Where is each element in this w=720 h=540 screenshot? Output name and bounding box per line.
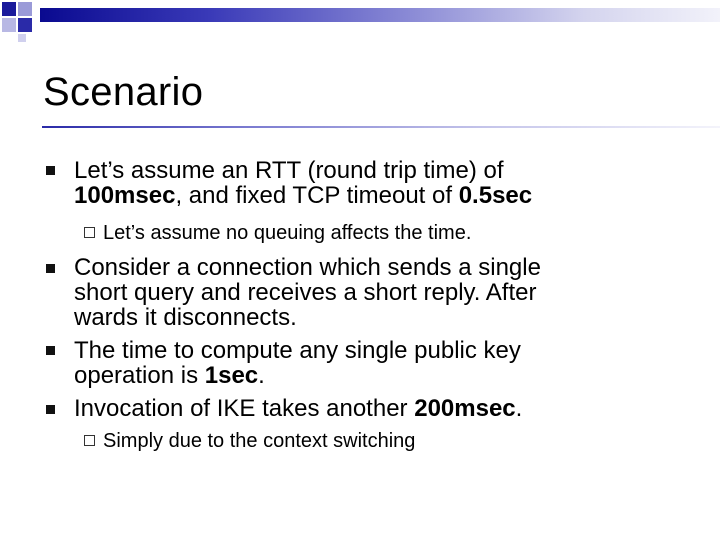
bullet-square-icon xyxy=(46,346,55,355)
bullet-square-icon xyxy=(46,166,55,175)
timeout-value: 0.5sec xyxy=(458,182,533,209)
operation-time-value: 1sec xyxy=(204,362,259,389)
bullet-square-icon xyxy=(46,405,55,414)
period: . xyxy=(515,395,523,422)
bullet-connection xyxy=(74,255,541,330)
operation-text: operation is xyxy=(74,362,205,389)
header-decoration xyxy=(0,0,720,40)
bullet-square-icon xyxy=(46,264,55,273)
sub-bullet-queuing: Let’s assume no queuing affects the time. xyxy=(103,222,472,244)
deco-square xyxy=(18,18,32,32)
sub-bullet-box-icon xyxy=(84,227,95,238)
header-gradient-bar xyxy=(40,8,720,22)
deco-square xyxy=(2,18,16,32)
deco-square xyxy=(2,2,16,16)
bullet-public-key-line2 xyxy=(74,363,521,388)
bullet-rtt-line1: Let’s assume an RTT (round trip time) of xyxy=(74,157,504,184)
rtt-mid-text: , and fixed TCP timeout of xyxy=(175,182,459,209)
period: . xyxy=(258,362,265,389)
deco-square xyxy=(18,34,26,42)
bullet-rtt-line2 xyxy=(74,183,532,208)
bullet-ike-line1 xyxy=(74,396,522,421)
ike-text: Invocation of IKE takes another xyxy=(74,395,415,422)
rtt-value: 100msec xyxy=(74,182,176,209)
ike-time-value: 200msec xyxy=(414,395,516,422)
bullet-public-key xyxy=(74,338,521,388)
deco-square xyxy=(18,2,32,16)
title-underline xyxy=(42,126,720,128)
bullet-ike xyxy=(74,396,522,421)
bullet-connection-line1: Consider a connection which sends a single xyxy=(74,254,541,281)
bullet-connection-line3: wards it disconnects. xyxy=(74,304,297,331)
sub-bullet-box-icon xyxy=(84,435,95,446)
bullet-public-key-line1: The time to compute any single public key xyxy=(74,337,521,364)
bullet-rtt xyxy=(74,158,532,208)
slide-title: Scenario xyxy=(43,70,204,114)
bullet-connection-line2: short query and receives a short reply. After xyxy=(74,279,537,306)
sub-bullet-context-switching: Simply due to the context switching xyxy=(103,430,416,452)
